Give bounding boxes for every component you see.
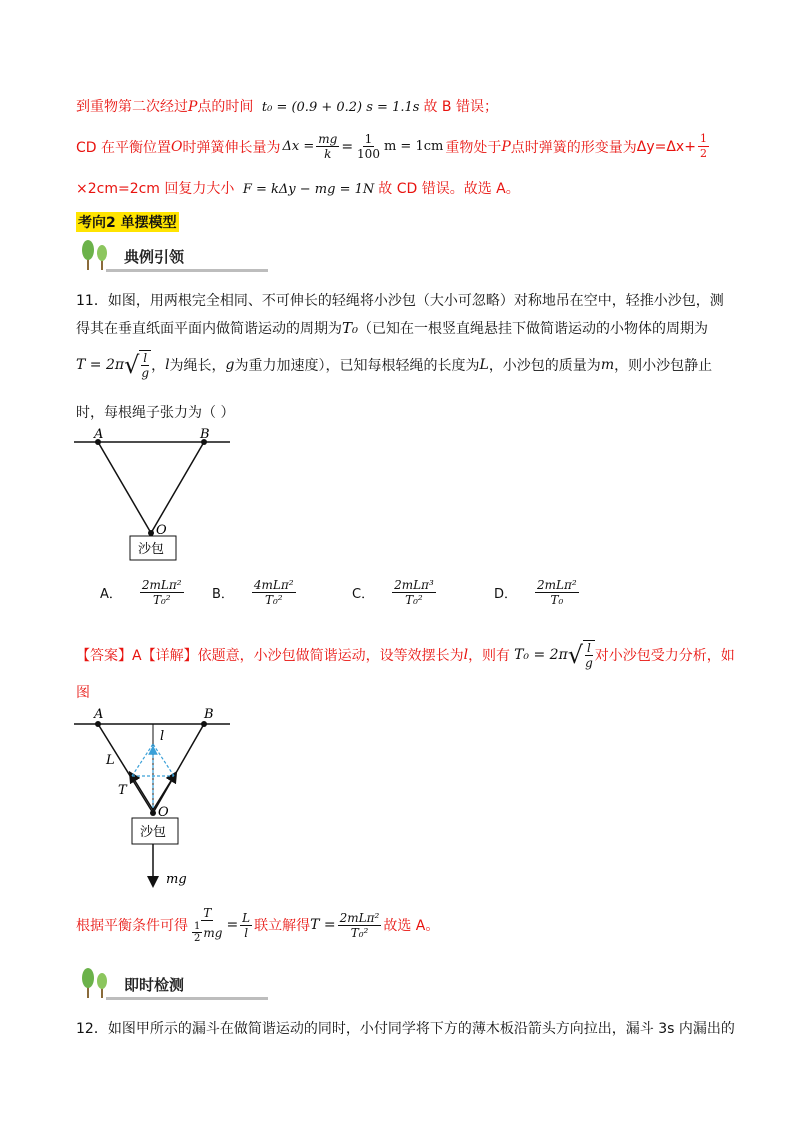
dashed-right: [153, 744, 174, 776]
option-b[interactable]: [212, 578, 298, 607]
extension-formula: [283, 132, 444, 161]
sqrt-l-g: √ $\frac{l}{g}$: [124, 351, 150, 380]
label-o: O: [158, 805, 169, 820]
text: 故选 A。: [383, 918, 440, 934]
label-T: T: [118, 783, 127, 798]
point-o: [148, 530, 154, 536]
text: 根据平衡条件可得: [76, 918, 188, 934]
option-a[interactable]: [100, 578, 186, 607]
den: [190, 921, 224, 944]
figure-2: [70, 702, 240, 892]
num: 4mLπ²: [253, 578, 294, 592]
point-p: P: [501, 138, 511, 155]
den: T₀²: [152, 593, 171, 607]
text: 为重力加速度），已知每根轻绳的长度为: [234, 358, 480, 374]
den: g: [585, 656, 593, 670]
text: ，则有: [468, 648, 511, 664]
text: （已知在一根竖直绳悬挂下做简谐运动的小物体的周期为: [358, 321, 709, 337]
answer-line-2: 图: [76, 685, 90, 701]
text: 重物处于: [445, 139, 502, 156]
den: T₀: [550, 593, 564, 607]
solution-line-2: [76, 132, 711, 161]
den: T₀²: [405, 593, 423, 607]
q11-line-3: [76, 350, 712, 380]
num: T: [203, 906, 212, 920]
frac-1-100: [355, 132, 382, 161]
text: 时弹簧伸长量为: [182, 139, 281, 156]
num: 2mLπ²: [537, 578, 577, 592]
num: 2mLπ²: [339, 910, 380, 925]
den: 100: [357, 147, 380, 161]
solution-line-3: [76, 178, 520, 198]
time-formula: t₀ = (0.9 + 0.2) s = 1.1s: [261, 100, 420, 115]
label-b: B: [204, 707, 214, 722]
point-p: P: [188, 99, 198, 115]
text: 故 B 错误；: [423, 99, 498, 115]
rope-left: [98, 442, 151, 533]
den: g: [141, 366, 150, 380]
ratio-formula: [188, 906, 254, 944]
eq: =: [341, 138, 354, 155]
label-b: B: [200, 427, 210, 442]
result-formula: [310, 911, 383, 940]
t0-formula: T₀ = 2π: [514, 647, 568, 663]
badge-title: 即时检测: [124, 976, 185, 994]
var-m: m: [600, 357, 615, 373]
den: l: [244, 925, 249, 940]
q11-line-4: 时，每根绳子张力为（ ）: [76, 405, 235, 421]
option-label: B．: [212, 587, 234, 602]
text: 对小沙包受力分析，如: [594, 648, 735, 664]
eq: =: [226, 917, 239, 933]
badge-check: [78, 966, 278, 1000]
label-a: A: [94, 427, 104, 442]
num: 1: [699, 132, 707, 145]
label-a: A: [94, 707, 104, 722]
text: 点时弹簧的形变量为: [510, 139, 637, 156]
dx: Δx =: [282, 139, 315, 154]
text: 到重物第二次经过: [76, 99, 188, 115]
num: 2mLπ³: [394, 578, 434, 592]
text: ，则小沙包静止: [614, 358, 713, 374]
divider: [106, 997, 268, 1000]
badge-title: 典例引领: [124, 248, 185, 266]
q11-line-1: 11．如图，用两根完全相同、不可伸长的轻绳将小沙包（大小可忽略）对称地吊在空中，轻推小沙包，测: [76, 293, 724, 309]
q12-line-1: 12．如图甲所示的漏斗在做简谐运动的同时，小付同学将下方的薄木板沿箭头方向拉出，漏斗 3s 内漏出的: [76, 1021, 735, 1037]
option-label: D．: [494, 587, 518, 602]
num: 1: [194, 921, 201, 932]
section-heading: 考向2 单摆模型: [76, 212, 179, 232]
point-o: O: [171, 138, 183, 155]
num: mg: [318, 132, 338, 146]
option-label: C．: [352, 587, 375, 602]
text: 为绳长，: [169, 358, 226, 374]
q11-line-2: [76, 318, 708, 338]
unit: m = 1cm: [383, 139, 444, 154]
divider: [106, 269, 268, 272]
text: 联立解得: [254, 918, 311, 934]
dy: Δy=Δx+: [636, 138, 696, 155]
den: 2: [699, 147, 707, 160]
frac-L-l: [240, 911, 252, 940]
var-l: l: [463, 647, 469, 663]
text: 点的时间: [197, 99, 254, 115]
text: ×2cm=2cm 回复力大小: [76, 181, 235, 197]
sandbag-label: 沙包: [138, 542, 165, 557]
var-g: g: [225, 357, 235, 373]
num: l: [143, 351, 148, 365]
den: T₀²: [350, 925, 369, 940]
num: L: [242, 910, 251, 925]
var-L: L: [479, 357, 489, 373]
tree-icon: [78, 238, 118, 272]
rope-left: [98, 724, 153, 813]
label-mg: mg: [166, 872, 187, 887]
den: 2: [194, 933, 201, 944]
period-t: T = 2π: [76, 357, 125, 373]
option-label: A．: [100, 587, 122, 602]
sqrt-l-g: √ $\frac{l}{g}$: [567, 641, 593, 670]
answer-line-1: [76, 640, 735, 670]
text: 故 CD 错误。故选 A。: [378, 181, 520, 197]
num: 1: [364, 132, 373, 146]
tree-icon: [78, 966, 118, 1000]
dashed-left: [132, 744, 153, 776]
solution-line-1: [76, 96, 498, 116]
text: ，: [151, 358, 166, 374]
tension-arrow-left: [132, 776, 153, 810]
figure-1: [70, 426, 240, 566]
badge-example: [78, 238, 278, 272]
num: l: [586, 641, 591, 655]
t0: T₀: [342, 319, 359, 337]
label-L: L: [106, 753, 115, 768]
point-o: [150, 810, 156, 816]
final-line: [76, 906, 439, 944]
rope-right: [151, 442, 204, 533]
option-c[interactable]: [352, 578, 438, 607]
mg: mg: [203, 925, 223, 940]
text: 【答案】A【详解】依题意，小沙包做简谐运动，设等效摆长为: [76, 648, 464, 664]
num: 2mLπ²: [141, 578, 182, 592]
frac-half: [698, 132, 709, 161]
text: ，小沙包的质量为: [488, 358, 601, 374]
den: k: [324, 147, 332, 161]
text: CD 在平衡位置: [76, 139, 172, 156]
sandbag-label: 沙包: [140, 825, 167, 840]
t: T =: [310, 917, 336, 933]
frac-t-half-mg: [190, 906, 224, 944]
frac-mg-k: [316, 132, 339, 161]
force-formula: F = kΔy − mg = 1N: [242, 182, 375, 197]
option-d[interactable]: [494, 578, 581, 607]
var-l: l: [165, 357, 170, 373]
text: 得其在垂直纸面平面内做简谐运动的周期为: [76, 321, 342, 337]
label-l-small: l: [160, 729, 165, 744]
den: T₀²: [264, 593, 283, 607]
label-o: O: [156, 523, 167, 538]
